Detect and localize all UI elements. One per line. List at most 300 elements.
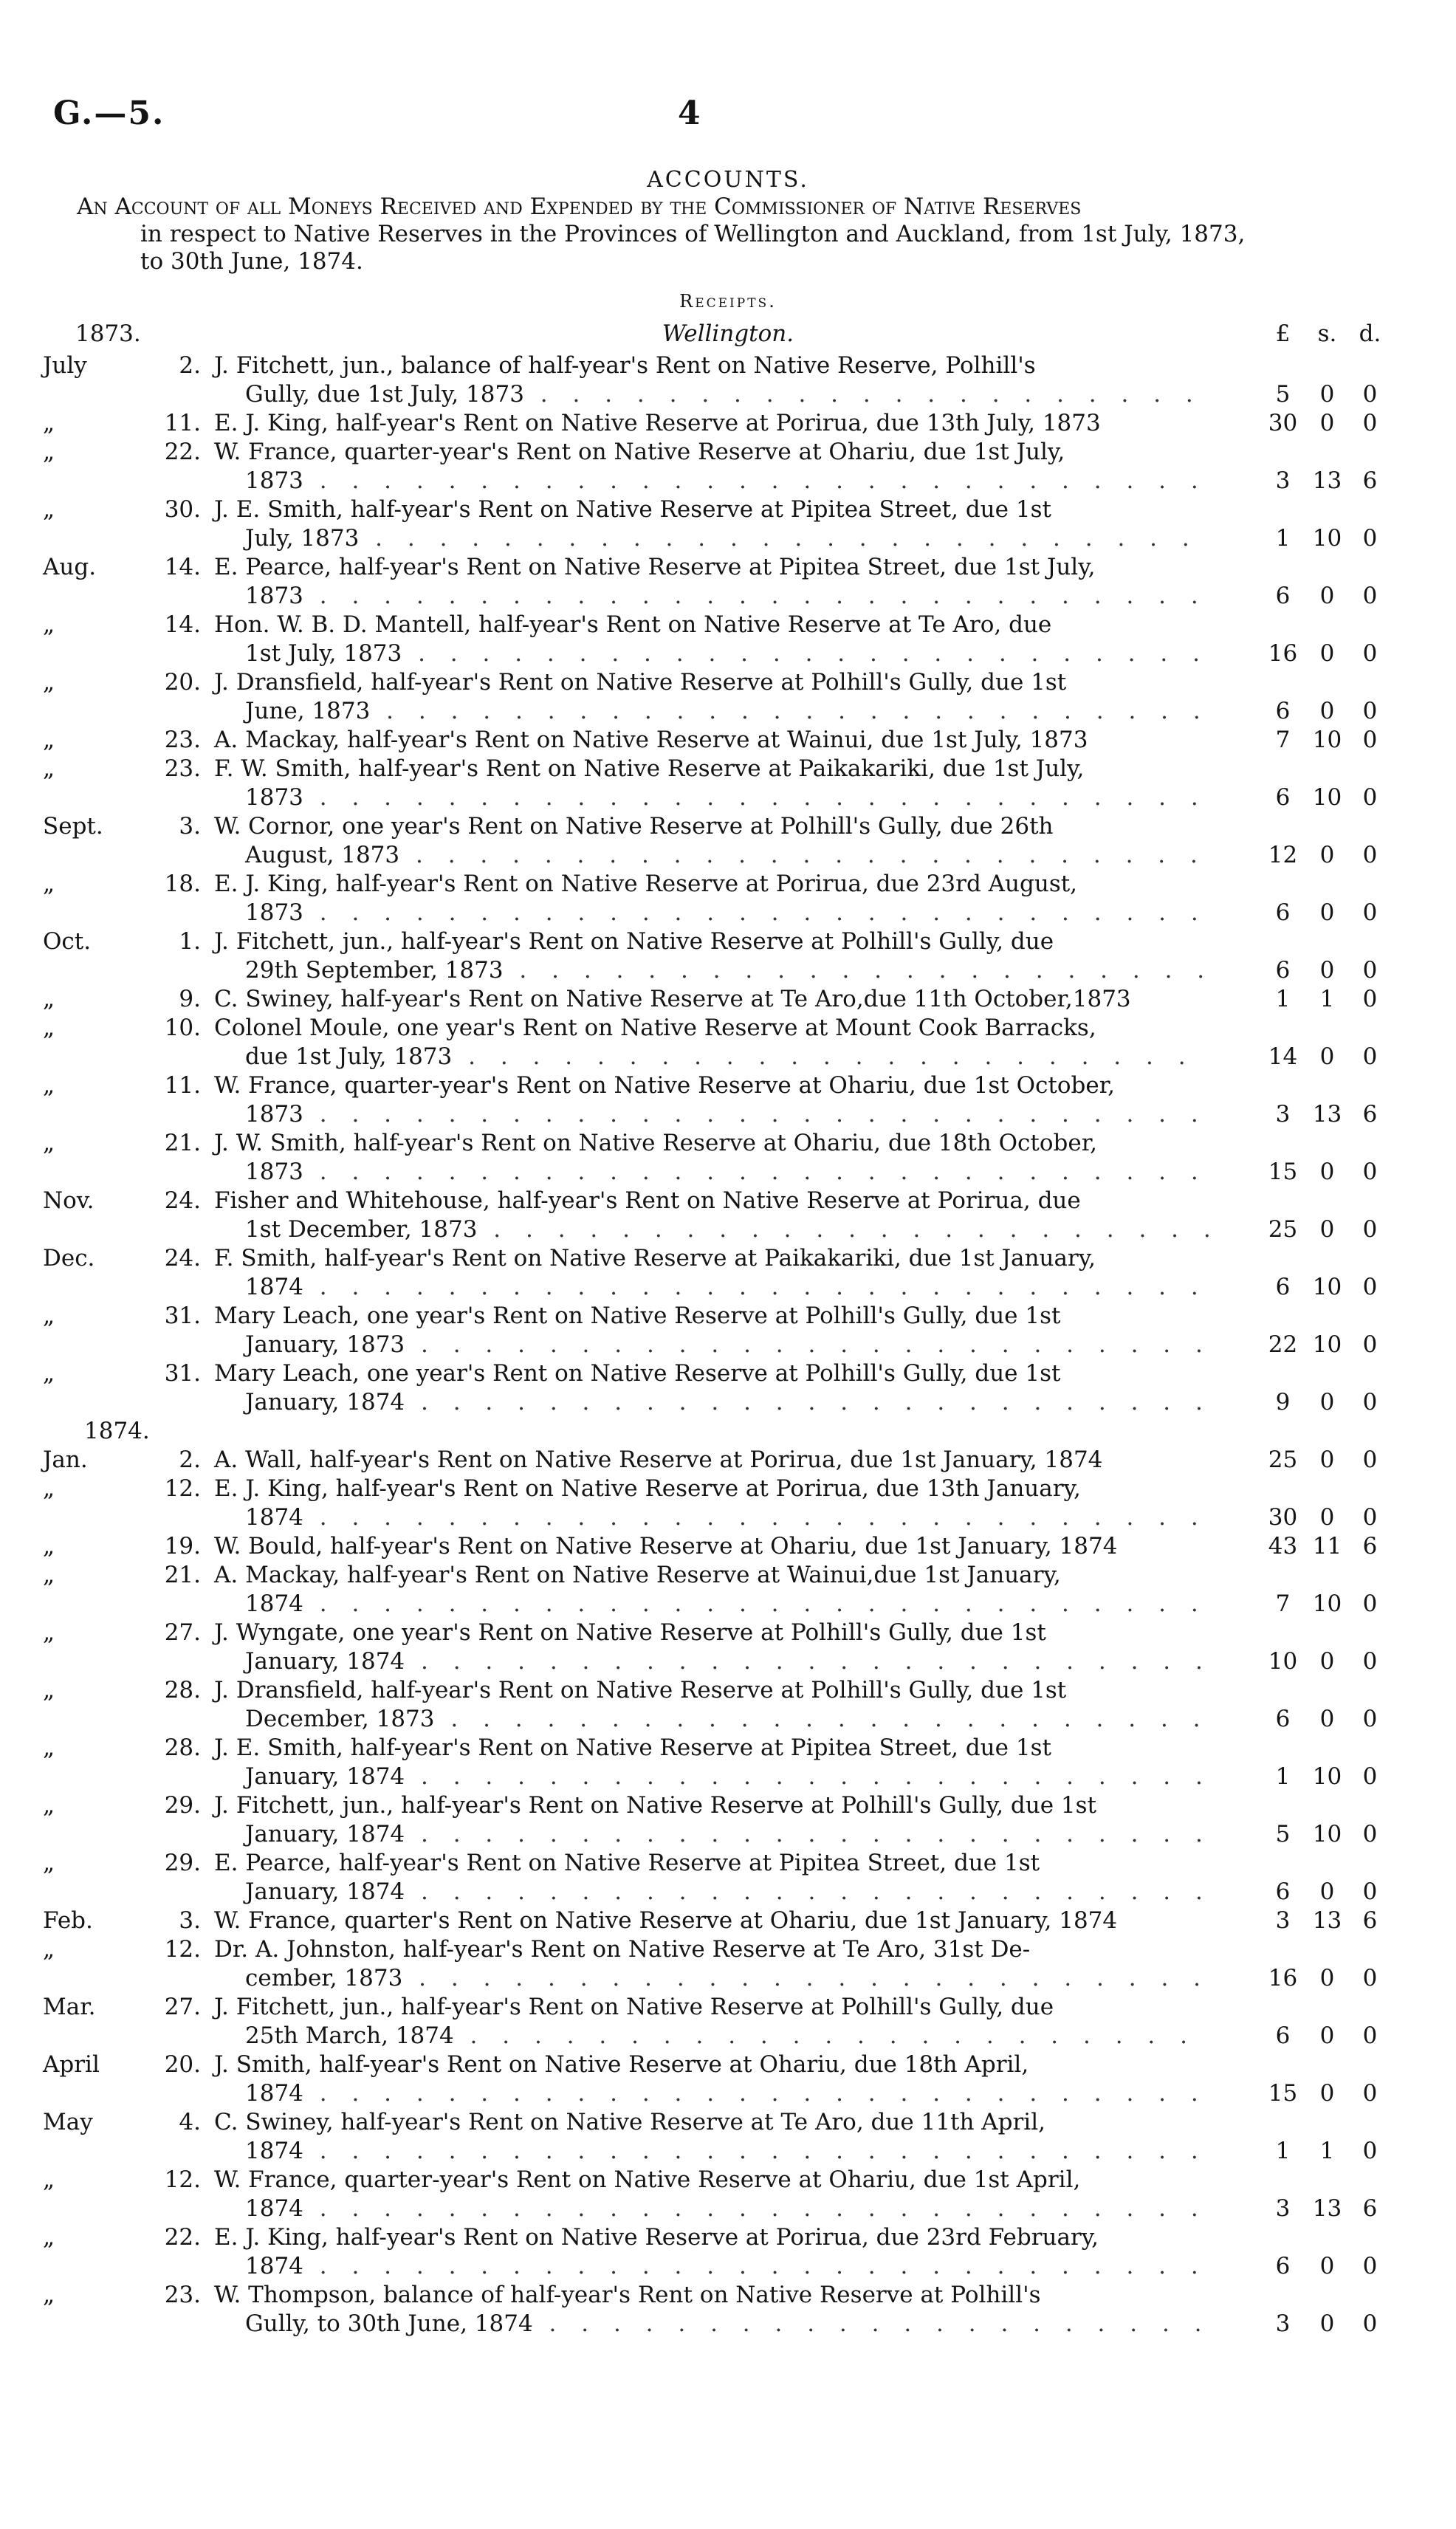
amount-shillings: 10 (1312, 1591, 1342, 1617)
amount-shillings: 10 (1312, 1331, 1342, 1358)
entry-amount (1263, 1878, 1392, 1907)
ledger-entry (0, 927, 1456, 985)
entry-description-line: C. Swiney, half-year's Rent on Native Reserve at Te Aro,due 11th October,1873 (214, 986, 1131, 1012)
entry-description (214, 1734, 1211, 1791)
amount-pence: 0 (1362, 957, 1378, 984)
amount-shillings: 0 (1319, 1706, 1335, 1732)
ledger-entry (0, 668, 1456, 726)
entry-amount (1263, 1100, 1392, 1129)
ledger-entry (0, 1907, 1456, 1935)
entry-description-continuation: December, 1873 . . . (214, 1705, 1211, 1734)
amount-shillings: 0 (1319, 1043, 1335, 1070)
entry-day: 3. (179, 1907, 201, 1934)
entry-day: 11. (164, 1072, 201, 1099)
amount-shillings: 13 (1312, 1101, 1342, 1128)
entry-day: 31. (164, 1303, 201, 1329)
column-headings (0, 320, 1456, 350)
amount-shillings: 11 (1312, 1533, 1342, 1559)
entry-day: 4. (179, 2109, 201, 2135)
entry-description-line: Mary Leach, one year's Rent on Native Reserve at Polhill's Gully, due 1st (214, 1303, 1061, 1329)
page-number: 4 (678, 95, 701, 132)
amount-pence: 0 (1362, 1965, 1378, 1991)
entry-description (214, 1014, 1211, 1071)
amount-shillings: 0 (1319, 1878, 1335, 1905)
entry-month: „ (43, 1936, 55, 1963)
entry-month: „ (43, 1850, 55, 1876)
document-title: ACCOUNTS. (647, 167, 809, 193)
amount-shillings: 0 (1319, 842, 1335, 868)
entry-description-line: J. E. Smith, half-year's Rent on Native Reserve at Pipitea Street, due 1st (214, 496, 1051, 523)
entry-description (214, 495, 1211, 553)
amount-pounds: 1 (1275, 525, 1291, 552)
amount-pence: 0 (1362, 698, 1378, 724)
ledger-entry (0, 1791, 1456, 1849)
entry-day: 12. (164, 1936, 201, 1963)
entry-description-line: A. Wall, half-year's Rent on Native Reserve at Porirua, due 1st January, 1874 (214, 1447, 1103, 1473)
entry-amount (1263, 1446, 1392, 1475)
entry-description-line: J. Fitchett, jun., half-year's Rent on Native Reserve at Polhill's Gully, due (214, 928, 1054, 955)
amount-pence: 6 (1362, 1907, 1378, 1934)
ledger-entry (0, 2051, 1456, 2108)
entry-amount (1263, 899, 1392, 927)
ledger-entry (0, 755, 1456, 812)
entry-description-continuation: January, 1873 . . . (214, 1331, 1211, 1359)
amount-pounds: 16 (1268, 1965, 1298, 1991)
amount-shillings: 0 (1319, 2080, 1335, 2107)
entry-description-continuation: 1874 . . . (214, 1503, 1211, 1532)
entry-month: „ (43, 496, 55, 523)
entry-month: May (43, 2109, 93, 2135)
entry-month: Nov. (43, 1187, 95, 1214)
entry-description-continuation: January, 1874 . . . (214, 1763, 1211, 1791)
entry-description-line: Fisher and Whitehouse, half-year's Rent on Native Reserve at Porirua, due (214, 1187, 1081, 1214)
amount-pounds: 6 (1275, 583, 1291, 609)
entry-description-line: J. Dransfield, half-year's Rent on Native Reserve at Polhill's Gully, due 1st (214, 1677, 1067, 1703)
entry-month: „ (43, 986, 55, 1012)
entry-amount (1263, 1503, 1392, 1532)
amount-pence: 0 (1362, 1043, 1378, 1070)
entry-description (214, 927, 1211, 985)
entry-description-continuation: August, 1873 . . . (214, 841, 1211, 870)
entry-description (214, 1993, 1211, 2051)
entry-description-continuation: 1873 . . . (214, 1100, 1211, 1129)
amount-shillings: 0 (1319, 1504, 1335, 1531)
amount-pounds: 7 (1275, 727, 1291, 753)
entry-amount (1263, 2022, 1392, 2051)
ledger-entry (0, 870, 1456, 927)
amount-pence: 6 (1362, 467, 1378, 494)
entry-description (214, 553, 1211, 611)
entry-description (214, 1791, 1211, 1849)
entry-day: 29. (164, 1850, 201, 1876)
entry-description (214, 351, 1211, 409)
amount-pence: 0 (1362, 1591, 1378, 1617)
amount-pounds: 30 (1268, 1504, 1298, 1531)
ledger-entry (0, 553, 1456, 611)
entry-day: 27. (164, 1994, 201, 2020)
entry-month: April (43, 2051, 100, 2078)
entry-amount (1263, 1647, 1392, 1676)
amount-pounds: 43 (1268, 1533, 1298, 1559)
amount-pounds: 5 (1275, 1821, 1291, 1847)
amount-pounds: 6 (1275, 2022, 1291, 2049)
entry-description-line: W. Thompson, balance of half-year's Rent on Native Reserve at Polhill's (214, 2282, 1041, 2308)
entry-description (214, 1302, 1211, 1359)
entry-amount (1263, 783, 1392, 812)
entry-amount (1263, 524, 1392, 553)
entry-month: „ (43, 1015, 55, 1041)
amount-shillings: 0 (1319, 1216, 1335, 1243)
amount-pence: 0 (1362, 1706, 1378, 1732)
entry-description (214, 1071, 1211, 1129)
amount-pence: 6 (1362, 1533, 1378, 1559)
ledger-entry (0, 611, 1456, 668)
ledger-entry (0, 2223, 1456, 2281)
entry-description (214, 870, 1211, 927)
amount-pounds: 6 (1275, 698, 1291, 724)
entry-month: „ (43, 1677, 55, 1703)
entry-day: 10. (164, 1015, 201, 1041)
ledger-entry (0, 1734, 1456, 1791)
amount-pounds: 12 (1268, 842, 1298, 868)
amount-shillings: 1 (1319, 2138, 1335, 2164)
entry-description-line: J. Fitchett, jun., balance of half-year's Rent on Native Reserve, Polhill's (214, 352, 1036, 379)
amount-shillings: 10 (1312, 784, 1342, 811)
entry-description-line: E. Pearce, half-year's Rent on Native Reserve at Pipitea Street, due 1st (214, 1850, 1040, 1876)
amount-pounds: 15 (1268, 1159, 1298, 1185)
entry-day: 28. (164, 1677, 201, 1703)
entry-month: „ (43, 2224, 55, 2251)
entry-month: Jan. (43, 1447, 88, 1473)
entry-description (214, 1244, 1211, 1302)
ledger-entry (0, 1475, 1456, 1532)
entry-amount (1263, 2079, 1392, 2108)
ledger-entry (0, 726, 1456, 755)
entry-description-continuation: 1874 . . . (214, 2252, 1211, 2281)
entry-description (214, 2281, 1211, 2338)
entry-description-line: E. J. King, half-year's Rent on Native Reserve at Porirua, due 13th January, (214, 1475, 1081, 1502)
entry-amount (1263, 697, 1392, 726)
amount-pounds: 25 (1268, 1216, 1298, 1243)
entry-description-line: J. Fitchett, jun., half-year's Rent on Native Reserve at Polhill's Gully, due (214, 1994, 1054, 2020)
amount-shillings: 0 (1319, 1965, 1335, 1991)
entry-amount (1263, 1964, 1392, 1993)
amount-pence: 0 (1362, 1763, 1378, 1790)
entry-day: 3. (179, 813, 201, 840)
amount-pounds: 14 (1268, 1043, 1298, 1070)
amount-pence: 0 (1362, 784, 1378, 811)
amount-pounds: 3 (1275, 2310, 1291, 2337)
entry-description-line: J. Smith, half-year's Rent on Native Reserve at Ohariu, due 18th April, (214, 2051, 1029, 2078)
entry-month: „ (43, 1475, 55, 1502)
entry-description-continuation: July, 1873 . . . (214, 524, 1211, 553)
amount-pence: 0 (1362, 381, 1378, 408)
entry-month: „ (43, 1303, 55, 1329)
entry-day: 21. (164, 1562, 201, 1588)
amount-shillings: 10 (1312, 1763, 1342, 1790)
entry-description (214, 1849, 1211, 1907)
entry-day: 24. (164, 1245, 201, 1272)
entry-description-line: E. J. King, half-year's Rent on Native Reserve at Porirua, due 23rd February, (214, 2224, 1099, 2251)
page-header (0, 87, 1456, 139)
entry-description (214, 1619, 1211, 1676)
entry-month: „ (43, 439, 55, 465)
amount-pounds: 6 (1275, 957, 1291, 984)
ledger-entry (0, 1619, 1456, 1676)
entry-description-continuation: June, 1873 . . . (214, 697, 1211, 726)
entry-amount (1263, 1820, 1392, 1849)
ledger-entry (0, 1532, 1456, 1561)
receipts-ledger (0, 351, 1456, 2338)
amount-pounds: 30 (1268, 410, 1298, 436)
ledger-entry (0, 1849, 1456, 1907)
entry-description (214, 611, 1211, 668)
amount-pounds: 6 (1275, 899, 1291, 926)
amount-shillings: 0 (1319, 957, 1335, 984)
ledger-entry (0, 1014, 1456, 1071)
entry-day: 19. (164, 1533, 201, 1559)
entry-day: 14. (164, 554, 201, 580)
receipts-heading: Receipts. (679, 291, 777, 312)
amount-pounds: 1 (1275, 986, 1291, 1012)
entry-description-continuation: due 1st July, 1873 . . . (214, 1043, 1211, 1071)
amount-pounds: 16 (1268, 640, 1298, 667)
entry-amount (1263, 1763, 1392, 1791)
year-heading: 1873. (75, 320, 141, 347)
amount-pounds: 3 (1275, 1907, 1291, 1934)
amount-pence: 0 (1362, 583, 1378, 609)
entry-description-line: F. Smith, half-year's Rent on Native Reserve at Paikakariki, due 1st January, (214, 1245, 1096, 1272)
place-heading: Wellington. (662, 320, 794, 347)
ledger-entry (0, 409, 1456, 438)
amount-pence: 0 (1362, 1216, 1378, 1243)
ledger-entry (0, 1359, 1456, 1417)
entry-day: 20. (164, 2051, 201, 2078)
amount-pence: 0 (1362, 727, 1378, 753)
entry-month: „ (43, 669, 55, 696)
entry-amount (1263, 956, 1392, 985)
ledger-entry (0, 1676, 1456, 1734)
entry-description-continuation: January, 1874 . . . (214, 1878, 1211, 1907)
entry-day: 30. (164, 496, 201, 523)
entry-amount (1263, 467, 1392, 495)
ledger-entry (0, 812, 1456, 870)
entry-description-continuation: 1873 . . . (214, 582, 1211, 611)
entry-day: 11. (164, 410, 201, 436)
amount-shillings: 13 (1312, 467, 1342, 494)
entry-month: July (43, 352, 87, 379)
entry-month: „ (43, 1619, 55, 1646)
entry-description-line: E. J. King, half-year's Rent on Native Reserve at Porirua, due 23rd August, (214, 871, 1078, 897)
entry-description-line: W. Bould, half-year's Rent on Native Reserve at Ohariu, due 1st January, 1874 (214, 1533, 1118, 1559)
ledger-entry (0, 438, 1456, 495)
entry-description-continuation: January, 1874 . . . (214, 1388, 1211, 1417)
amount-shillings: 0 (1319, 2310, 1335, 2337)
ledger-entry (0, 1071, 1456, 1129)
entry-month: Feb. (43, 1907, 93, 1934)
entry-month: „ (43, 1072, 55, 1099)
entry-description-line: Colonel Moule, one year's Rent on Native Reserve at Mount Cook Barracks, (214, 1015, 1096, 1041)
ledger-entry (0, 1446, 1456, 1475)
amount-pence: 0 (1362, 1331, 1378, 1358)
entry-day: 1. (179, 928, 201, 955)
entry-description (214, 2051, 1211, 2108)
entry-description (214, 1359, 1211, 1417)
entry-day: 21. (164, 1130, 201, 1156)
entry-description-continuation: 1st July, 1873 . . . (214, 639, 1211, 668)
entry-amount (1263, 2310, 1392, 2338)
entry-description-line: W. France, quarter-year's Rent on Native Reserve at Ohariu, due 1st October, (214, 1072, 1115, 1099)
amount-shillings: 0 (1319, 410, 1335, 436)
entry-description (214, 2166, 1211, 2223)
amount-pounds: 1 (1275, 1763, 1291, 1790)
amount-pounds: 6 (1275, 2253, 1291, 2279)
entry-amount (1263, 2252, 1392, 2281)
entry-description-line: E. Pearce, half-year's Rent on Native Reserve at Pipitea Street, due 1st July, (214, 554, 1096, 580)
ledger-entry (0, 1935, 1456, 1993)
entry-day: 18. (164, 871, 201, 897)
amount-pence: 6 (1362, 1101, 1378, 1128)
entry-day: 2. (179, 1447, 201, 1473)
entry-amount (1263, 1043, 1392, 1071)
entry-day: 12. (164, 2166, 201, 2193)
amount-pounds: 9 (1275, 1389, 1291, 1416)
entry-description (214, 438, 1211, 495)
entry-month: „ (43, 1360, 55, 1387)
entry-description-line: W. France, quarter's Rent on Native Reserve at Ohariu, due 1st January, 1874 (214, 1907, 1118, 1934)
entry-description (214, 1676, 1211, 1734)
entry-amount (1263, 1705, 1392, 1734)
year-divider: 1874. (84, 1418, 150, 1444)
ledger-entry (0, 2166, 1456, 2223)
entry-amount (1263, 1532, 1392, 1561)
entry-description (214, 409, 1211, 438)
intro-line-1: An Account of all Moneys Received and Expended by the Commissioner of Native Reserves (77, 193, 1082, 220)
amount-pence: 0 (1362, 1504, 1378, 1531)
amount-pence: 0 (1362, 1447, 1378, 1473)
amount-pence: 0 (1362, 1274, 1378, 1300)
amount-shillings: 0 (1319, 1648, 1335, 1675)
amount-pounds: 3 (1275, 2195, 1291, 2222)
amount-shillings: 10 (1312, 727, 1342, 753)
amount-pence: 0 (1362, 1821, 1378, 1847)
entry-description-continuation: 1874 . . . (214, 2137, 1211, 2166)
entry-description (214, 755, 1211, 812)
entry-month: „ (43, 2166, 55, 2193)
entry-amount (1263, 1590, 1392, 1619)
entry-description (214, 812, 1211, 870)
entry-amount (1263, 985, 1392, 1014)
entry-month: „ (43, 871, 55, 897)
entry-description-continuation: Gully, due 1st July, 1873 . . . (214, 380, 1211, 409)
amount-shillings: 10 (1312, 1821, 1342, 1847)
entry-amount (1263, 639, 1392, 668)
entry-month: Aug. (43, 554, 97, 580)
amount-pence: 0 (1362, 986, 1378, 1012)
entry-day: 22. (164, 439, 201, 465)
amount-pence: 0 (1362, 2310, 1378, 2337)
entry-month: Dec. (43, 1245, 95, 1272)
entry-day: 2. (179, 352, 201, 379)
entry-description (214, 1187, 1211, 1244)
amount-pounds: 15 (1268, 2080, 1298, 2107)
entry-description-line: C. Swiney, half-year's Rent on Native Reserve at Te Aro, due 11th April, (214, 2109, 1045, 2135)
entry-description-continuation: Gully, to 30th June, 1874 . . . (214, 2310, 1211, 2338)
ledger-entry (0, 985, 1456, 1014)
entry-amount (1263, 1331, 1392, 1359)
ledger-entry (0, 351, 1456, 409)
shillings-heading: s. (1317, 320, 1337, 347)
entry-description-line: E. J. King, half-year's Rent on Native Reserve at Porirua, due 13th July, 1873 (214, 410, 1101, 436)
entry-amount (1263, 1215, 1392, 1244)
entry-description-continuation: 1874 . . . (214, 2079, 1211, 2108)
amount-pence: 6 (1362, 2195, 1378, 2222)
entry-description (214, 985, 1211, 1014)
entry-description-continuation: 1873 . . . (214, 1158, 1211, 1187)
amount-pounds: 6 (1275, 1274, 1291, 1300)
amount-pounds: 7 (1275, 1591, 1291, 1617)
amount-shillings: 10 (1312, 1274, 1342, 1300)
entry-description-line: A. Mackay, half-year's Rent on Native Reserve at Wainui, due 1st July, 1873 (214, 727, 1088, 753)
entry-description-line: A. Mackay, half-year's Rent on Native Reserve at Wainui,due 1st January, (214, 1562, 1061, 1588)
entry-day: 27. (164, 1619, 201, 1646)
entry-day: 14. (164, 611, 201, 638)
ledger-entry (0, 1187, 1456, 1244)
entry-description-continuation: cember, 1873 . . . (214, 1964, 1211, 1993)
entry-amount (1263, 1273, 1392, 1302)
entry-day: 12. (164, 1475, 201, 1502)
entry-description (214, 726, 1211, 755)
entry-description-line: J. Dransfield, half-year's Rent on Native Reserve at Polhill's Gully, due 1st (214, 669, 1067, 696)
amount-pence: 0 (1362, 640, 1378, 667)
ledger-entry (0, 1302, 1456, 1359)
entry-month: „ (43, 410, 55, 436)
ledger-entry (0, 495, 1456, 553)
intro-paragraph (77, 193, 1384, 275)
entry-amount (1263, 1907, 1392, 1935)
entry-day: 31. (164, 1360, 201, 1387)
entry-description (214, 1532, 1211, 1561)
entry-amount (1263, 841, 1392, 870)
entry-description (214, 2108, 1211, 2166)
entry-amount (1263, 380, 1392, 409)
ledger-entry (0, 2108, 1456, 2166)
pence-heading: d. (1359, 320, 1381, 347)
entry-day: 23. (164, 2282, 201, 2308)
entry-description-line: W. France, quarter-year's Rent on Native Reserve at Ohariu, due 1st July, (214, 439, 1065, 465)
entry-month: „ (43, 727, 55, 753)
entry-month: „ (43, 1562, 55, 1588)
entry-description (214, 1446, 1211, 1475)
entry-day: 22. (164, 2224, 201, 2251)
entry-day: 29. (164, 1792, 201, 1819)
entry-description-continuation: January, 1874 . . . (214, 1647, 1211, 1676)
entry-amount (1263, 409, 1392, 438)
amount-pence: 0 (1362, 1648, 1378, 1675)
amount-pounds: 10 (1268, 1648, 1298, 1675)
amount-shillings: 13 (1312, 2195, 1342, 2222)
entry-description (214, 1907, 1211, 1935)
entry-description (214, 1935, 1211, 1993)
entry-description-line: Mary Leach, one year's Rent on Native Reserve at Polhill's Gully, due 1st (214, 1360, 1061, 1387)
amount-pence: 0 (1362, 1389, 1378, 1416)
entry-description-line: W. Cornor, one year's Rent on Native Reserve at Polhill's Gully, due 26th (214, 813, 1054, 840)
amount-pounds: 1 (1275, 2138, 1291, 2164)
entry-month: Sept. (43, 813, 103, 840)
entry-description-line: J. W. Smith, half-year's Rent on Native Reserve at Ohariu, due 18th October, (214, 1130, 1097, 1156)
entry-description-continuation: 1873 . . . (214, 783, 1211, 812)
ledger-entry (0, 1129, 1456, 1187)
